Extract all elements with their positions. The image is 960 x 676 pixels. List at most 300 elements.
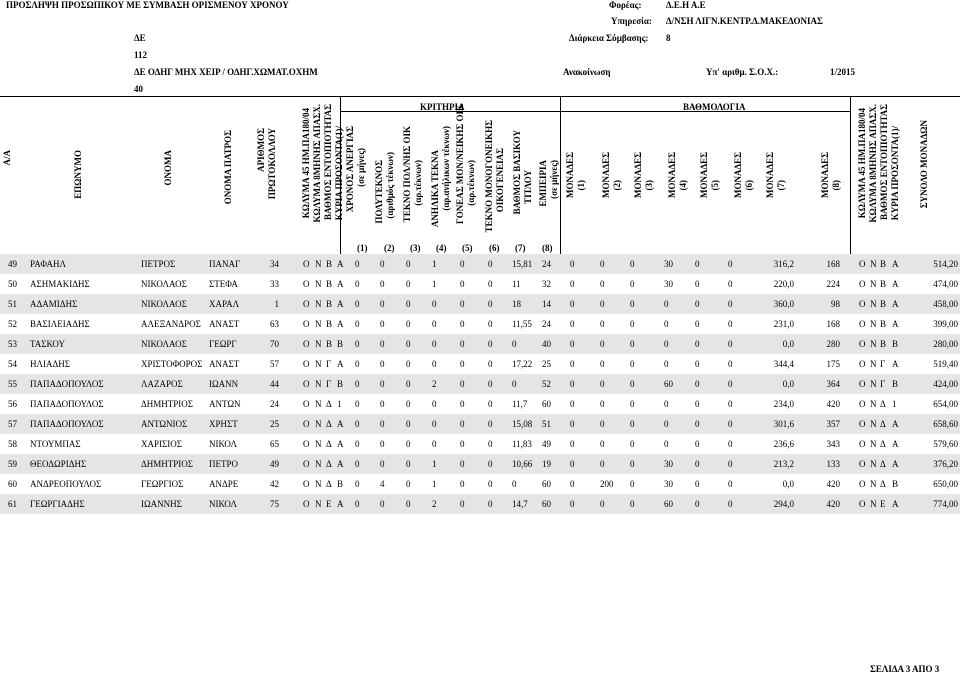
cell-kolyma-45: Ο xyxy=(303,359,310,369)
cell-crit-2: 0 xyxy=(380,419,385,429)
cell-crit-3: 0 xyxy=(406,459,411,469)
cell-monades-5: 0 xyxy=(695,379,700,389)
cell-monades-6: 0 xyxy=(728,419,733,429)
cell-patronymo: ΧΡΗΣΤ xyxy=(209,419,238,429)
cell-patronymo: ΝΙΚΟΛ xyxy=(209,439,237,449)
cell-crit-3: 0 xyxy=(406,479,411,489)
cell-monades-3: 0 xyxy=(630,279,635,289)
cell-monades-6: 0 xyxy=(728,319,733,329)
cell-kolyma-45: Ο xyxy=(303,279,310,289)
cell-crit-7: 0 xyxy=(512,479,517,489)
cell-vathmos2-entop: Β xyxy=(880,259,887,269)
cell-crit-3: 0 xyxy=(406,299,411,309)
cell-monades-3: 0 xyxy=(630,299,635,309)
cell-synolo: 519,40 xyxy=(933,359,958,369)
cell-crit-3: 0 xyxy=(406,379,411,389)
cell-eponymo: ΡΑΦΑΗΛ xyxy=(30,259,66,269)
col-monades-4: ΜΟΝΑΔΕΣ xyxy=(667,152,677,199)
cell-monades-8: 364 xyxy=(826,379,840,389)
cell-aa: 60 xyxy=(8,479,17,489)
cell-kyria2-prosonta: Α xyxy=(892,259,899,269)
cell-onoma: ΑΛΕΞΑΝΔΡΟΣ xyxy=(141,319,201,329)
cell-eponymo: ΒΑΣΙΛΕΙΑΔΗΣ xyxy=(30,319,90,329)
cell-vathmos2-entop: Β xyxy=(880,279,887,289)
col-crit4-1: ΑΝΗΛΙΚΑ ΤΕΚΝΑ xyxy=(430,150,440,228)
cell-vathmos-entop: Β xyxy=(326,259,333,269)
cell-monades-3: 0 xyxy=(630,479,635,489)
cell-crit-4: 1 xyxy=(432,279,437,289)
cell-kolyma-8m: Ν xyxy=(315,399,322,409)
cell-arithmos: 65 xyxy=(270,439,279,449)
cell-kolyma-45: Ο xyxy=(303,399,310,409)
cell-monades-3: 0 xyxy=(630,379,635,389)
cell-kolyma-8m: Ν xyxy=(315,359,322,369)
cell-monades-8: 133 xyxy=(826,459,840,469)
cell-kolyma2-8m: Ν xyxy=(870,379,877,389)
cell-monades-2: 0 xyxy=(600,399,605,409)
cell-vathmos-entop: Ε xyxy=(326,499,332,509)
cell-crit-6: 0 xyxy=(488,339,493,349)
cell-crit-3: 0 xyxy=(406,439,411,449)
cell-monades-8: 168 xyxy=(826,259,840,269)
cell-monades-1: 0 xyxy=(570,399,575,409)
cell-kyria-prosonta: Α xyxy=(337,319,344,329)
cell-onoma: ΝΙΚΟΛΑΟΣ xyxy=(141,339,187,349)
cell-monades-2: 0 xyxy=(600,419,605,429)
vathmologia-right-rule xyxy=(850,96,851,255)
cell-crit-2: 0 xyxy=(380,319,385,329)
cell-kolyma-45: Ο xyxy=(303,259,310,269)
col-crit5-1: ΓΟΝΕΑΣ ΜΟΝ/ΝΕΙΚΗΣ ΟΙΚ xyxy=(455,104,465,225)
cell-kolyma2-45: Ο xyxy=(859,319,866,329)
cell-kolyma2-45: Ο xyxy=(859,499,866,509)
cell-monades-3: 0 xyxy=(630,259,635,269)
cell-monades-8: 175 xyxy=(826,359,840,369)
cell-crit-1: 0 xyxy=(355,399,360,409)
kriteria-rule xyxy=(340,111,560,112)
col-crit3-2: (αρ.τέκνων) xyxy=(413,160,423,206)
cell-onoma: ΧΑΡΙΣΙΟΣ xyxy=(141,439,182,449)
cell-patronymo: ΓΕΩΡΓ xyxy=(209,339,237,349)
cell-vathmos2-entop: Γ xyxy=(880,379,886,389)
cell-crit-1: 0 xyxy=(355,499,360,509)
cell-kyria-prosonta: Β xyxy=(337,379,344,389)
cell-monades-6: 0 xyxy=(728,299,733,309)
cell-monades-8: 343 xyxy=(826,439,840,449)
cell-crit-5: 0 xyxy=(460,499,465,509)
cell-monades-2: 0 xyxy=(600,339,605,349)
cell-arithmos: 75 xyxy=(270,499,279,509)
cell-aa: 59 xyxy=(8,459,17,469)
col-kolyma-3: ΒΑΘΜΟΣ ΕΝΤΟΠΙΟΤΗΤΑΣ xyxy=(323,104,333,220)
cell-kolyma2-8m: Ν xyxy=(870,459,877,469)
cell-vathmos-entop: Δ xyxy=(326,439,332,449)
cell-crit-4: 2 xyxy=(432,499,437,509)
table-row xyxy=(0,434,960,454)
cell-monades-7: 0,0 xyxy=(782,339,794,349)
cell-crit-5: 0 xyxy=(460,299,465,309)
cell-monades-2: 0 xyxy=(600,499,605,509)
cell-vathmos-entop: Γ xyxy=(326,359,332,369)
crit-number-7: (7) xyxy=(515,243,526,253)
cell-monades-4: 0 xyxy=(664,299,669,309)
cell-kyria-prosonta: Α xyxy=(337,419,344,429)
cell-aa: 55 xyxy=(8,379,17,389)
cell-monades-6: 0 xyxy=(728,379,733,389)
cell-synolo: 654,00 xyxy=(933,399,958,409)
cell-aa: 49 xyxy=(8,259,17,269)
cell-kolyma2-8m: Ν xyxy=(870,419,877,429)
cell-crit-6: 0 xyxy=(488,439,493,449)
cell-monades-6: 0 xyxy=(728,459,733,469)
cell-crit-4: 0 xyxy=(432,399,437,409)
cell-onoma: ΓΕΩΡΓΙΟΣ xyxy=(141,479,184,489)
cell-kolyma-8m: Ν xyxy=(315,279,322,289)
cell-monades-7: 213,2 xyxy=(773,459,794,469)
cell-onoma: ΑΝΤΩΝΙΟΣ xyxy=(141,419,188,429)
col-crit5-2: (αρ.τέκνων) xyxy=(466,160,476,206)
cell-arithmos: 44 xyxy=(270,379,279,389)
cell-vathmos-entop: Β xyxy=(326,339,333,349)
cell-monades-4: 60 xyxy=(664,499,673,509)
cell-crit-1: 0 xyxy=(355,459,360,469)
cell-monades-8: 420 xyxy=(826,479,840,489)
col-arithmos-2: ΠΡΩΤΟΚΟΛΛΟΥ xyxy=(267,128,277,200)
col-eponymo: ΕΠΩΝΥΜΟ xyxy=(73,150,83,199)
crit-number-4: (4) xyxy=(436,243,447,253)
cell-crit-1: 0 xyxy=(355,479,360,489)
table-row xyxy=(0,374,960,394)
col-kolyma-1: ΚΩΛΥΜΑ 45 ΗΜ.ΠΑ180/04 xyxy=(301,108,311,219)
cell-onoma: ΔΗΜΗΤΡΙΟΣ xyxy=(141,459,194,469)
cell-crit-4: 1 xyxy=(432,259,437,269)
col-monades-7: ΜΟΝΑΔΕΣ xyxy=(765,152,775,199)
cell-onoma: ΙΩΑΝΝΗΣ xyxy=(141,499,182,509)
crit-number-2: (2) xyxy=(384,243,395,253)
vathmologia-rule xyxy=(560,111,850,112)
cell-synolo: 650,00 xyxy=(933,479,958,489)
cell-monades-7: 316,2 xyxy=(773,259,794,269)
cell-vathmos-entop: Β xyxy=(326,319,333,329)
cell-crit-3: 0 xyxy=(406,259,411,269)
cell-kolyma2-45: Ο xyxy=(859,419,866,429)
cell-kolyma-8m: Ν xyxy=(315,379,322,389)
col-monades-8-num: (8) xyxy=(831,180,841,191)
document-title: ΠΡΟΣΛΗΨΗ ΠΡΟΣΩΠΙΚΟΥ ΜΕ ΣΥΜΒΑΣΗ ΟΡΙΣΜΕΝΟΥ ΧΡΟΝΟΥ xyxy=(6,0,289,10)
cell-aa: 58 xyxy=(8,439,17,449)
cell-crit-2: 0 xyxy=(380,359,385,369)
cell-kolyma2-8m: Ν xyxy=(870,279,877,289)
cell-vathmos-entop: Β xyxy=(326,299,333,309)
col-monades-1-num: (1) xyxy=(576,180,586,191)
cell-eponymo: ΓΕΩΡΓΙΑΔΗΣ xyxy=(30,499,85,509)
cell-monades-3: 0 xyxy=(630,319,635,329)
cell-monades-3: 0 xyxy=(630,439,635,449)
cell-crit-7: 17,22 xyxy=(512,359,533,369)
cell-monades-8: 357 xyxy=(826,419,840,429)
col-patronymo: ΟΝΟΜΑ ΠΑΤΡΟΣ xyxy=(223,130,233,205)
cell-eponymo: ΑΣΗΜΑΚΙΔΗΣ xyxy=(30,279,90,289)
cell-monades-7: 236,6 xyxy=(773,439,794,449)
cell-monades-2: 0 xyxy=(600,299,605,309)
cell-crit-1: 0 xyxy=(355,279,360,289)
cell-synolo: 458,00 xyxy=(933,299,958,309)
cell-kyria2-prosonta: Α xyxy=(892,419,899,429)
cell-monades-1: 0 xyxy=(570,359,575,369)
cell-eponymo: ΠΑΠΑΔΟΠΟΥΛΟΣ xyxy=(30,399,104,409)
cell-kolyma2-8m: Ν xyxy=(870,359,877,369)
cell-monades-5: 0 xyxy=(695,259,700,269)
cell-monades-5: 0 xyxy=(695,499,700,509)
cell-arithmos: 25 xyxy=(270,419,279,429)
cell-kyria2-prosonta: Α xyxy=(892,439,899,449)
cell-crit-3: 0 xyxy=(406,319,411,329)
table-row xyxy=(0,254,960,274)
cell-vathmos2-entop: Β xyxy=(880,339,887,349)
col-kolyma2-3: ΒΑΘΜΟΣ ΕΝΤΟΠΙΟΤΗΤΑΣ xyxy=(879,104,889,220)
col-crit7-1: ΒΑΘΜΟΣ ΒΑΣΙΚΟΥ xyxy=(512,130,522,215)
cell-monades-4: 0 xyxy=(664,339,669,349)
col-crit1-1: ΧΡΟΝΟΣ ΑΝΕΡΓΙΑΣ xyxy=(345,126,355,213)
cell-kyria-prosonta: Α xyxy=(337,279,344,289)
cell-crit-8: 52 xyxy=(542,379,551,389)
cell-monades-5: 0 xyxy=(695,399,700,409)
cell-monades-5: 0 xyxy=(695,299,700,309)
cell-crit-3: 0 xyxy=(406,339,411,349)
cell-monades-1: 0 xyxy=(570,339,575,349)
sox-label: Υπ' αριθμ. Σ.Ο.Χ.: xyxy=(706,67,779,77)
cell-monades-4: 30 xyxy=(664,479,673,489)
crit-number-3: (3) xyxy=(410,243,421,253)
cell-crit-7: 11,55 xyxy=(512,319,532,329)
cell-crit-3: 0 xyxy=(406,359,411,369)
cell-vathmos2-entop: Δ xyxy=(880,459,886,469)
cell-kyria2-prosonta: 1 xyxy=(892,399,897,409)
cell-monades-1: 0 xyxy=(570,419,575,429)
cell-synolo: 280,00 xyxy=(933,339,958,349)
cell-aa: 54 xyxy=(8,359,17,369)
col-monades-3-num: (3) xyxy=(644,180,654,191)
cell-onoma: ΠΕΤΡΟΣ xyxy=(141,259,176,269)
cell-monades-5: 0 xyxy=(695,479,700,489)
col-arithmos-1: ΑΡΙΘΜΟΣ xyxy=(256,128,266,172)
cell-kolyma2-45: Ο xyxy=(859,299,866,309)
kriteria-title: ΚΡΙΤΗΡΙΑ xyxy=(420,102,465,112)
cell-monades-1: 0 xyxy=(570,459,575,469)
col-crit3-1: ΤΕΚΝΟ ΠΟΛ/ΝΗΣ ΟΙΚ xyxy=(402,126,412,223)
cell-monades-6: 0 xyxy=(728,499,733,509)
cell-kyria2-prosonta: Α xyxy=(892,459,899,469)
cell-crit-1: 0 xyxy=(355,439,360,449)
cell-arithmos: 63 xyxy=(270,319,279,329)
cell-onoma: ΝΙΚΟΛΑΟΣ xyxy=(141,279,187,289)
cell-monades-8: 420 xyxy=(826,499,840,509)
cell-crit-2: 0 xyxy=(380,499,385,509)
cell-kolyma-45: Ο xyxy=(303,299,310,309)
cell-crit-7: 11,7 xyxy=(512,399,528,409)
cell-monades-1: 0 xyxy=(570,299,575,309)
col-monades-2: ΜΟΝΑΔΕΣ xyxy=(601,152,611,199)
cell-monades-6: 0 xyxy=(728,259,733,269)
cell-monades-7: 0,0 xyxy=(782,379,794,389)
cell-crit-7: 0 xyxy=(512,379,517,389)
cell-kyria-prosonta: Α xyxy=(337,359,344,369)
cell-patronymo: ΑΝΑΣΤ xyxy=(209,359,240,369)
cell-kyria2-prosonta: Α xyxy=(892,499,899,509)
cell-monades-5: 0 xyxy=(695,279,700,289)
col-monades-1: ΜΟΝΑΔΕΣ xyxy=(565,152,575,199)
cell-crit-6: 0 xyxy=(488,259,493,269)
cell-kolyma-45: Ο xyxy=(303,439,310,449)
cell-kolyma-8m: Ν xyxy=(315,299,322,309)
cell-kolyma-8m: Ν xyxy=(315,259,322,269)
cell-monades-8: 224 xyxy=(826,279,840,289)
cell-crit-8: 24 xyxy=(542,259,551,269)
cell-kyria2-prosonta: Α xyxy=(892,279,899,289)
cell-eponymo: ΘΕΟΔΩΡΙΔΗΣ xyxy=(30,459,87,469)
cell-monades-1: 0 xyxy=(570,479,575,489)
cell-crit-6: 0 xyxy=(488,299,493,309)
cell-arithmos: 42 xyxy=(270,479,279,489)
contract-duration-value: 8 xyxy=(666,33,671,43)
ypiresia-value: Δ/ΝΣΗ ΛΙΓΝ.ΚΕΝΤΡ.Δ.ΜΑΚΕΔΟΝΙΑΣ xyxy=(666,16,823,26)
foreas-label: Φορέας: xyxy=(609,0,642,10)
cell-crit-8: 60 xyxy=(542,399,551,409)
cell-crit-4: 0 xyxy=(432,439,437,449)
cell-monades-2: 0 xyxy=(600,259,605,269)
cell-monades-1: 0 xyxy=(570,439,575,449)
cell-crit-8: 60 xyxy=(542,499,551,509)
cell-monades-6: 0 xyxy=(728,479,733,489)
cell-kyria-prosonta: Α xyxy=(337,439,344,449)
cell-crit-1: 0 xyxy=(355,259,360,269)
cell-crit-8: 49 xyxy=(542,439,551,449)
cell-kyria2-prosonta: Α xyxy=(892,359,899,369)
cell-eponymo: ΗΛΙΑΔΗΣ xyxy=(30,359,71,369)
crit-number-1: (1) xyxy=(357,243,368,253)
cell-synolo: 376,20 xyxy=(933,459,958,469)
cell-crit-7: 10,66 xyxy=(512,459,533,469)
cell-crit-6: 0 xyxy=(488,279,493,289)
cell-monades-7: 294,0 xyxy=(773,499,794,509)
cell-crit-4: 0 xyxy=(432,319,437,329)
cell-monades-2: 0 xyxy=(600,319,605,329)
cell-crit-1: 0 xyxy=(355,339,360,349)
cell-monades-2: 0 xyxy=(600,439,605,449)
cell-onoma: ΧΡΙΣΤΟΦΟΡΟΣ xyxy=(141,359,203,369)
cell-aa: 52 xyxy=(8,319,17,329)
cell-monades-5: 0 xyxy=(695,419,700,429)
cell-kolyma2-8m: Ν xyxy=(870,399,877,409)
cell-patronymo: ΠΑΝΑΓ xyxy=(209,259,241,269)
cell-crit-8: 51 xyxy=(542,419,551,429)
cell-synolo: 399,00 xyxy=(933,319,958,329)
cell-crit-6: 0 xyxy=(488,499,493,509)
table-row xyxy=(0,454,960,474)
cell-arithmos: 34 xyxy=(270,259,279,269)
cell-crit-4: 1 xyxy=(432,479,437,489)
cell-eponymo: ΠΑΠΑΔΟΠΟΥΛΟΣ xyxy=(30,379,104,389)
cell-synolo: 424,00 xyxy=(933,379,958,389)
cell-crit-8: 14 xyxy=(542,299,551,309)
cell-crit-3: 0 xyxy=(406,279,411,289)
cell-patronymo: ΣΤΕΦΑ xyxy=(209,279,238,289)
cell-crit-7: 15,08 xyxy=(512,419,533,429)
cell-monades-2: 0 xyxy=(600,359,605,369)
cell-vathmos2-entop: Δ xyxy=(880,439,886,449)
cell-aa: 50 xyxy=(8,279,17,289)
cell-monades-8: 280 xyxy=(826,339,840,349)
cell-onoma: ΝΙΚΟΛΑΟΣ xyxy=(141,299,187,309)
cell-crit-2: 0 xyxy=(380,339,385,349)
col-kolyma-4: ΚΥΡΙΑ ΠΡΟΣΟΝΤΑ(1)/ xyxy=(334,126,344,221)
col-crit8-1: ΕΜΠΕΙΡΙΑ xyxy=(538,160,548,207)
contract-duration-label: Διάρκεια Σύμβασης: xyxy=(569,33,649,43)
cell-kolyma2-45: Ο xyxy=(859,479,866,489)
cell-kyria-prosonta: Β xyxy=(337,339,344,349)
cell-kolyma2-45: Ο xyxy=(859,459,866,469)
col-monades-4-num: (4) xyxy=(678,180,688,191)
page-number: ΣΕΛΙΔΑ 3 ΑΠΟ 3 xyxy=(870,664,940,674)
cell-crit-7: 18 xyxy=(512,299,521,309)
cell-aa: 53 xyxy=(8,339,17,349)
cell-crit-2: 0 xyxy=(380,279,385,289)
cell-monades-8: 168 xyxy=(826,319,840,329)
cell-crit-5: 0 xyxy=(460,419,465,429)
cell-crit-1: 0 xyxy=(355,319,360,329)
cell-crit-6: 0 xyxy=(488,459,493,469)
cell-crit-8: 40 xyxy=(542,339,551,349)
cell-monades-7: 231,0 xyxy=(773,319,794,329)
cell-monades-1: 0 xyxy=(570,379,575,389)
cell-crit-4: 0 xyxy=(432,359,437,369)
cell-aa: 57 xyxy=(8,419,17,429)
cell-crit-6: 0 xyxy=(488,379,493,389)
cell-eponymo: ΠΑΠΑΔΟΠΟΥΛΟΣ xyxy=(30,419,104,429)
cell-kolyma2-8m: Ν xyxy=(870,299,877,309)
crit-number-5: (5) xyxy=(462,243,473,253)
cell-kyria2-prosonta: Α xyxy=(892,319,899,329)
col-onoma: ΟΝΟΜΑ xyxy=(163,150,173,186)
cell-monades-4: 30 xyxy=(664,459,673,469)
col-crit2-1: ΠΟΛΥΤΕΚΝΟΣ xyxy=(374,160,384,224)
cell-monades-5: 0 xyxy=(695,319,700,329)
cell-arithmos: 70 xyxy=(270,339,279,349)
col-crit6-2: ΟΙΚΟΓΕΝΕΙΑΣ xyxy=(495,148,505,213)
cell-kyria2-prosonta: Β xyxy=(892,479,899,489)
cell-crit-4: 0 xyxy=(432,339,437,349)
cell-kolyma-8m: Ν xyxy=(315,419,322,429)
table-row xyxy=(0,414,960,434)
col-monades-7-num: (7) xyxy=(776,180,786,191)
table-row xyxy=(0,334,960,354)
cell-monades-6: 0 xyxy=(728,399,733,409)
cell-crit-2: 0 xyxy=(380,399,385,409)
cell-monades-4: 30 xyxy=(664,259,673,269)
cell-monades-4: 0 xyxy=(664,439,669,449)
col-synolo: ΣΥΝΟΛΟ ΜΟΝΑΔΩΝ xyxy=(919,120,929,209)
col-kolyma2-4: ΚΥΡΙΑ ΠΡΟΣΟΝΤΑ(1)/ xyxy=(890,126,900,221)
cell-eponymo: ΤΑΣΚΟΥ xyxy=(30,339,65,349)
category-label: ΔΕ xyxy=(134,33,146,43)
cell-monades-3: 0 xyxy=(630,499,635,509)
cell-vathmos-entop: Δ xyxy=(326,419,332,429)
cell-kyria-prosonta: Α xyxy=(337,499,344,509)
cell-crit-5: 0 xyxy=(460,459,465,469)
cell-monades-8: 420 xyxy=(826,399,840,409)
cell-monades-6: 0 xyxy=(728,359,733,369)
cell-crit-7: 14,7 xyxy=(512,499,528,509)
